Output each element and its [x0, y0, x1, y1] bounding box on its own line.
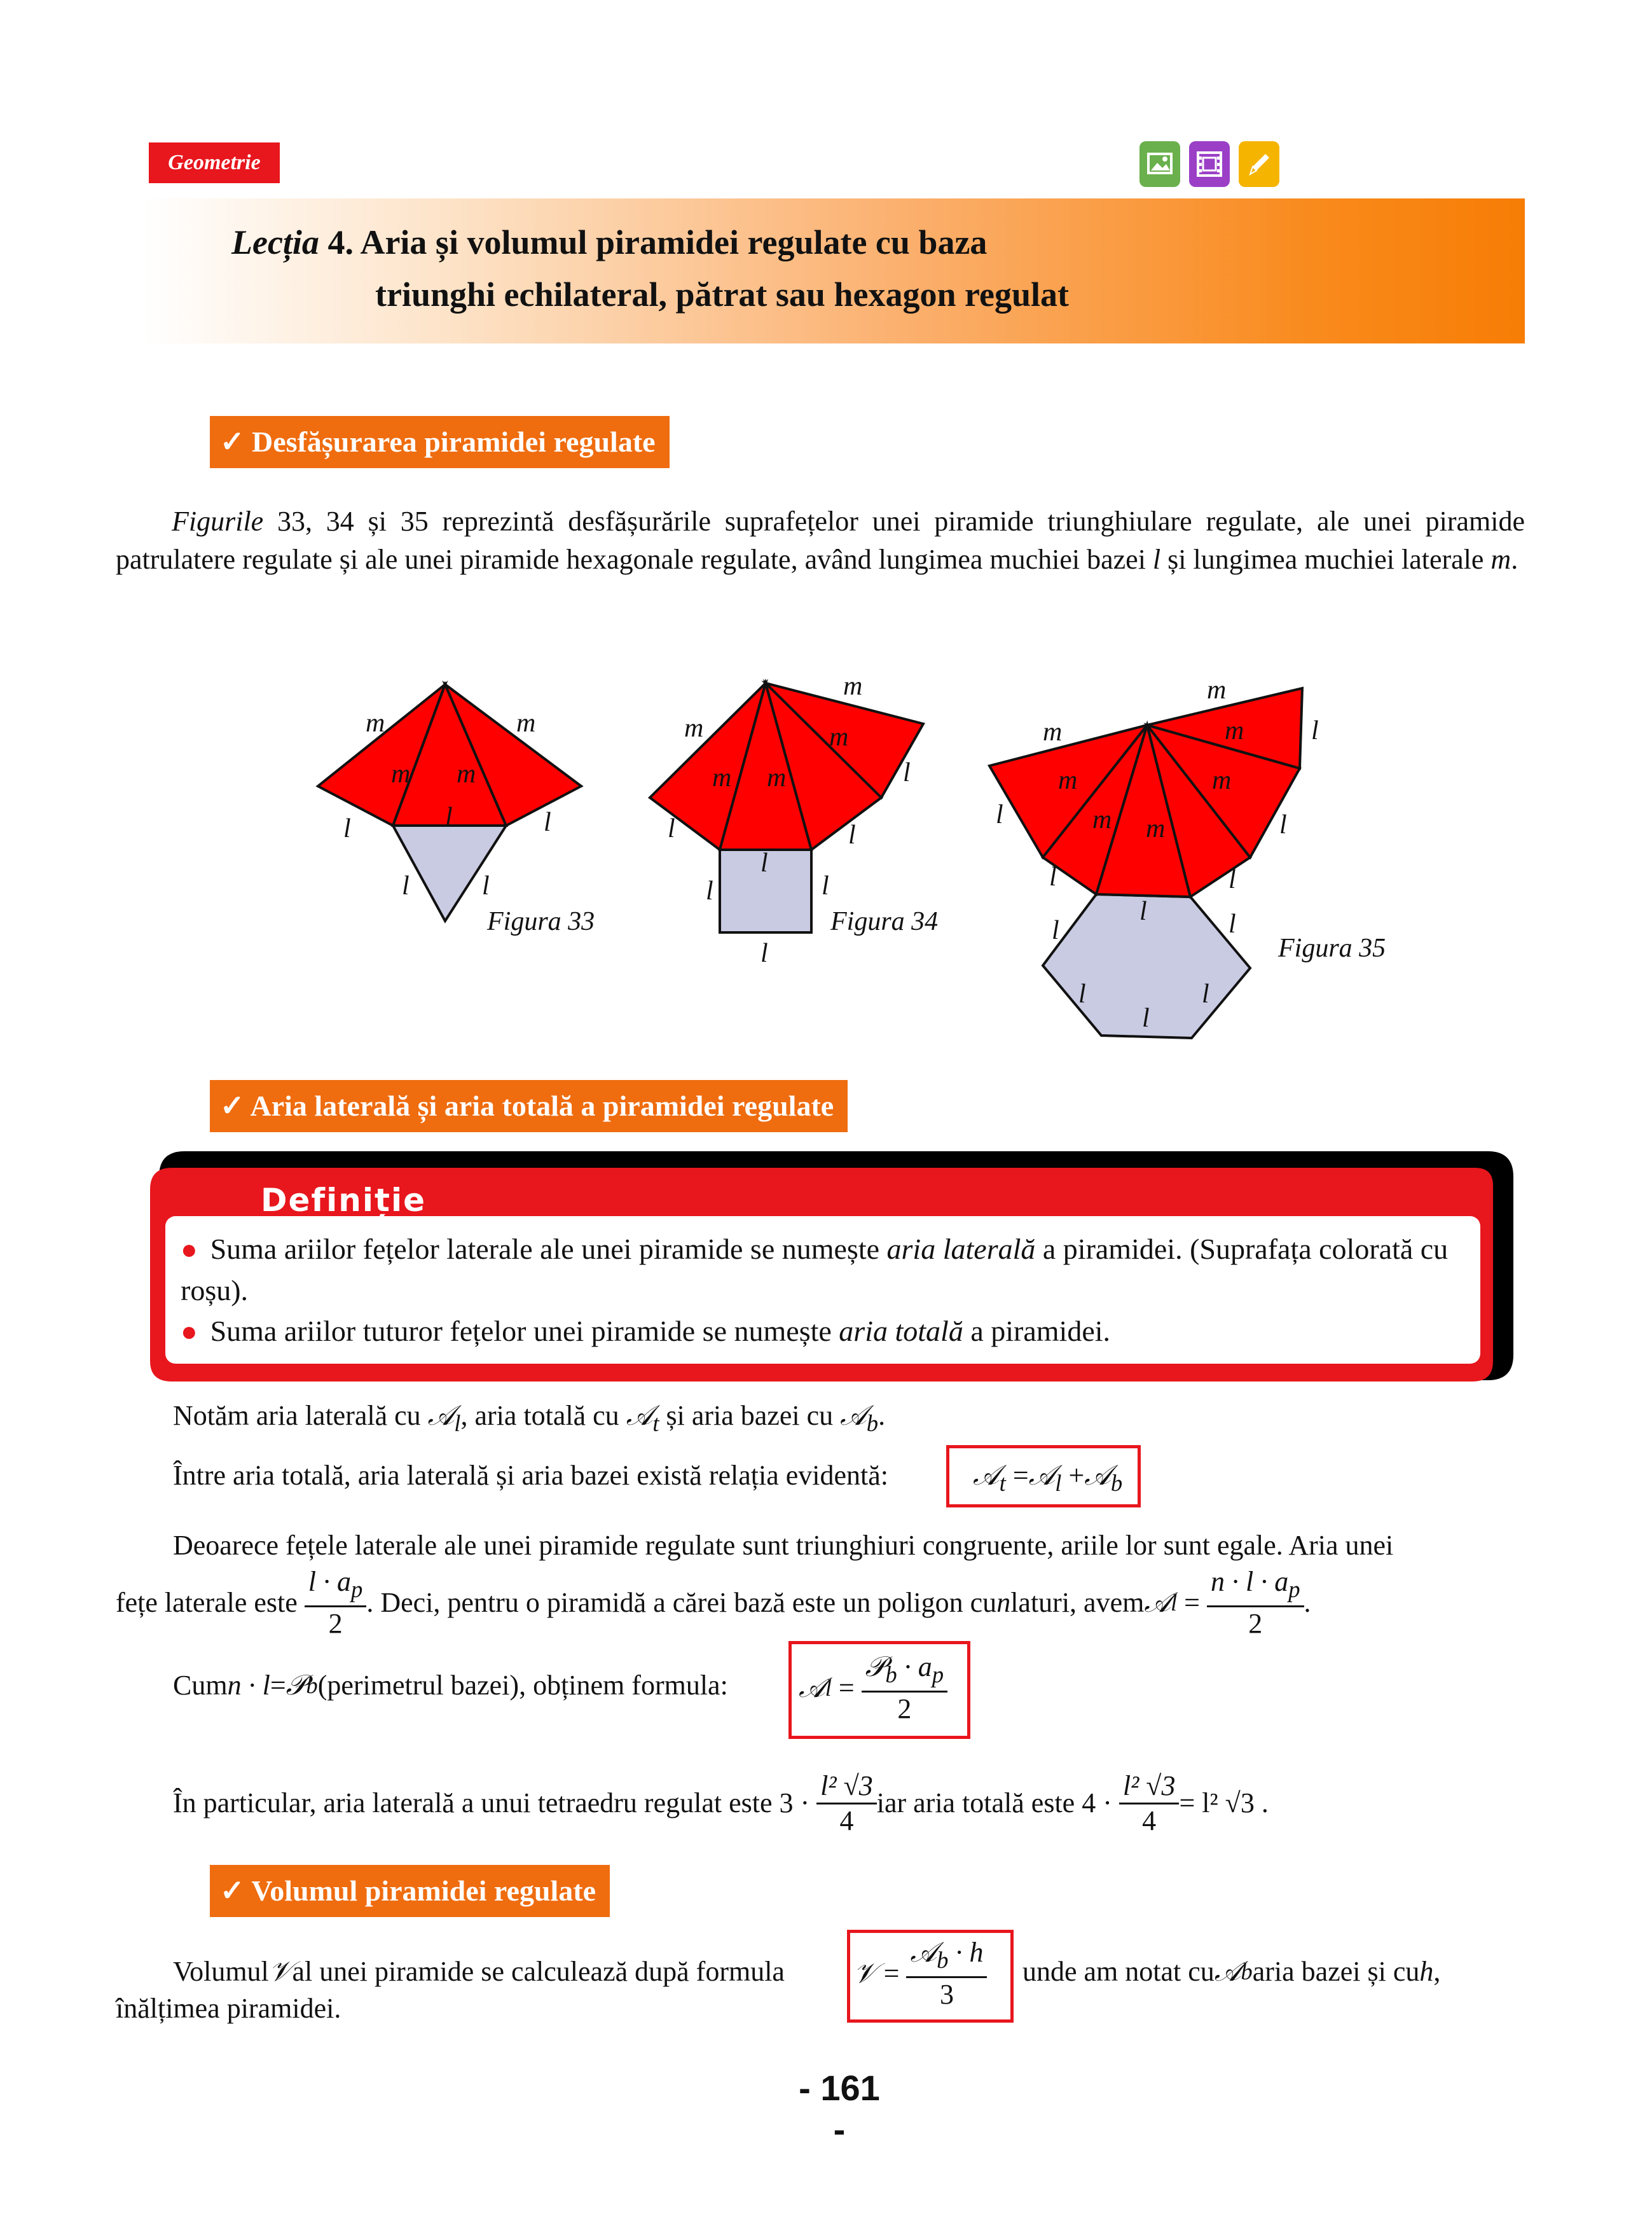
section-heading-areas: ✓ Aria laterală și aria totală a piramidei regulate: [210, 1080, 848, 1132]
fig34-label-m: m: [843, 672, 863, 701]
fig33-label-m: m: [457, 759, 476, 789]
relation-line: Între aria totală, aria laterală și aria bazei există relația evidentă:: [173, 1460, 889, 1491]
sub-p: p: [932, 1661, 944, 1687]
symbol-A: 𝒜: [1028, 1460, 1056, 1491]
frac-den: 3: [939, 1979, 954, 2011]
fig35-label-l: l: [1311, 716, 1319, 745]
fraction-lateral-area: [1207, 1565, 1304, 1641]
text-cum-3: =: [270, 1670, 286, 1701]
intro-paragraph: [116, 502, 1525, 579]
fig33-label-m: m: [366, 709, 385, 738]
frac-den: 4: [839, 1804, 854, 1836]
def-b1-b: a piramidei. (Suprafața colorată cu roșu).: [181, 1233, 1449, 1306]
equals: =: [1005, 1460, 1029, 1491]
intro-l: l: [1152, 544, 1161, 575]
section-heading-volume: ✓ Volumul piramidei regulate: [210, 1865, 610, 1917]
symbol-A: 𝒜: [799, 1672, 825, 1703]
fig35-label-l: l: [1139, 897, 1147, 926]
symbol-h: h: [1419, 1956, 1434, 1987]
fig35-label-l: l: [1078, 980, 1086, 1009]
text-cum-4: (perimetrul bazei), obținem formula:: [317, 1670, 728, 1701]
figure-33-net: [318, 684, 595, 936]
sub-t: t: [652, 1409, 659, 1436]
def-b1-em: aria laterală: [886, 1233, 1036, 1265]
fig34-label-m: m: [767, 763, 787, 793]
fig33-label-l: l: [402, 871, 410, 901]
fig34-label-m: m: [829, 723, 849, 752]
intro-text-2: și lungimea muchiei laterale: [1160, 544, 1491, 575]
text-cum-1: Cum: [173, 1670, 228, 1701]
figure-35-caption: Figura 35: [1278, 934, 1386, 963]
sub-b: b: [885, 1661, 897, 1687]
figure-33-caption: Figura 33: [487, 907, 595, 936]
fraction-perimeter-apothem: $\frac{𝒫_b \cdot a_p}{2}$: [862, 1651, 947, 1726]
fig33-label-l: l: [445, 803, 453, 832]
fig35-label-l: l: [996, 800, 1003, 829]
fraction-sqrt3-over-4: [1119, 1769, 1180, 1838]
text-in-part-1: În particular, aria laterală a unui tetraedru regulat este 3 ·: [173, 1787, 810, 1818]
frac1-num: l · a: [308, 1565, 352, 1597]
intro-figurile: Figurile: [172, 506, 264, 537]
symbol-A: 𝒜: [910, 1936, 937, 1968]
fig35-label-l: l: [1142, 1004, 1150, 1033]
symbol-V: 𝒱: [268, 1956, 293, 1987]
fig35-label-l: l: [1049, 862, 1057, 892]
def-b2-a: Suma ariilor tuturor fețelor unei piramide se numește: [210, 1315, 839, 1347]
definition-content: [181, 1229, 1478, 1352]
fig33-label-l: l: [482, 871, 490, 901]
pencil-icon[interactable]: [1239, 141, 1279, 187]
figure-35-net: [989, 675, 1386, 1038]
frac-den: 2: [897, 1693, 912, 1725]
definition-bullet-2: [181, 1311, 1478, 1352]
fig34-label-l: l: [706, 876, 713, 906]
fig35-label-m: m: [1146, 814, 1166, 843]
fig35-label-l: l: [1052, 916, 1059, 945]
fig35-label-l: l: [1229, 865, 1236, 894]
text-deci-2: laturi, avem: [1010, 1587, 1145, 1618]
film-icon[interactable]: [1189, 141, 1230, 187]
sub-l: l: [1055, 1469, 1062, 1496]
symbol-A: 𝒜: [840, 1400, 867, 1431]
text-vol-2: al unei piramide se calculează după formula: [292, 1956, 785, 1987]
symbol-P: 𝒫: [865, 1651, 886, 1682]
deoarece-line: Deoarece fețele laterale ale unei piramide regulate sunt triunghiuri congruente, ariile lor sunt egale. Aria unei: [173, 1530, 1394, 1561]
text-in-part-3: = l² √3 .: [1179, 1787, 1269, 1818]
fig35-label-l: l: [1202, 980, 1209, 1009]
text-vol-1: Volumul: [173, 1956, 269, 1987]
text-notam-4: .: [878, 1400, 886, 1431]
symbol-V: 𝒱: [853, 1958, 877, 1989]
symbol-A: 𝒜: [1144, 1587, 1171, 1618]
fig33-label-l: l: [343, 814, 351, 843]
volume-line-2: înălțimea piramidei.: [116, 1993, 341, 2024]
text-h: · h: [948, 1936, 984, 1968]
sub-t: t: [999, 1469, 1006, 1496]
fig33-label-m: m: [391, 759, 411, 789]
text-notam-1: Notăm aria laterală cu: [173, 1400, 428, 1431]
sub-b: b: [1241, 1958, 1253, 1984]
def-b2-em: aria totală: [839, 1315, 963, 1347]
subject-tag: Geometrie: [149, 142, 280, 183]
frac-den: 4: [1142, 1804, 1157, 1836]
sub-l: l: [1170, 1589, 1178, 1616]
symbol-A: 𝒜: [626, 1400, 653, 1431]
lesson-title-line-1: 4. Aria și volumul piramidei regulate cu baza: [327, 223, 988, 261]
image-icon[interactable]: [1139, 141, 1180, 187]
text-in-part-2: iar aria totală este 4 ·: [876, 1787, 1112, 1818]
text-vol-3: unde am notat cu: [1022, 1956, 1215, 1987]
fig33-label-l: l: [544, 808, 551, 837]
text-notam-2: , aria totală cu: [460, 1400, 626, 1431]
definition-title: Definiție: [261, 1182, 426, 1219]
notation-line: [173, 1397, 885, 1443]
fig35-label-l: l: [1279, 810, 1287, 840]
fig35-label-m: m: [1212, 766, 1232, 795]
fig35-label-m: m: [1207, 675, 1227, 705]
frac-num: l² √3: [1119, 1769, 1180, 1804]
frac-num: l² √3: [816, 1769, 877, 1804]
fig35-label-m: m: [1058, 766, 1078, 795]
sub-b: b: [937, 1946, 949, 1973]
bullet-icon: ●: [181, 1234, 198, 1265]
figure-34-net: [650, 672, 938, 968]
frac2-den: 2: [1248, 1608, 1263, 1640]
fig34-label-m: m: [712, 763, 732, 793]
sub-b: b: [1110, 1469, 1123, 1496]
fraction-sqrt3-over-4: [816, 1769, 877, 1838]
def-b2-b: a piramidei.: [963, 1315, 1111, 1347]
volume-line-end: [1022, 1946, 1440, 1997]
lateral-face-line: fețe laterale este $\frac{l \cdot a_p}{2}$ . Deci, pentru o piramidă a cărei bază este un poligon cu n laturi, avem 𝒜 l = $\frac{n \cdot l \cdot a_p}{2}$ .: [116, 1565, 1311, 1640]
fig34-label-l: l: [761, 848, 768, 878]
sub-l: l: [825, 1675, 832, 1701]
symbol-P: 𝒫: [286, 1670, 306, 1701]
fig34-label-l: l: [668, 814, 675, 843]
fig34-label-l: l: [761, 939, 768, 968]
intro-end: .: [1511, 544, 1518, 575]
fig34-label-l: l: [848, 821, 856, 850]
text-fete: fețe laterale este: [116, 1587, 298, 1618]
tetrahedron-line: [173, 1762, 1269, 1845]
bullet-icon: ●: [181, 1316, 198, 1347]
figure-34-caption: Figura 34: [830, 907, 939, 936]
lesson-word: Lecția: [231, 223, 319, 261]
symbol-A: 𝒜: [973, 1460, 1000, 1491]
text-vol-5: ,: [1433, 1956, 1441, 1987]
text-vol-4: aria bazei și cu: [1252, 1956, 1420, 1987]
section-heading-unfolding: ✓ Desfășurarea piramidei regulate: [210, 416, 670, 468]
fig35-label-l: l: [1229, 910, 1236, 939]
fig34-label-m: m: [684, 714, 704, 743]
fraction-face-area: [305, 1565, 367, 1641]
sub-p: p: [1288, 1575, 1300, 1602]
symbol-A: 𝒜: [1214, 1956, 1241, 1987]
text-notam-3: și aria bazei cu: [659, 1400, 841, 1431]
lesson-title-line-2: triunghi echilateral, pătrat sau hexagon regulat: [375, 275, 1069, 314]
formula-lateral-area: 𝒜 l = $\frac{𝒫_b \cdot a_p}{2}$: [799, 1644, 947, 1733]
formula-volume: 𝒱 = $\frac{𝒜_b \cdot h}{3}$: [853, 1931, 987, 2016]
sub-b: b: [866, 1409, 879, 1436]
fig34-label-l: l: [903, 758, 911, 787]
sub-l: l: [454, 1409, 461, 1436]
fig35-label-m: m: [1092, 805, 1112, 834]
formula-total-area: [973, 1457, 1122, 1502]
perimeter-line: [173, 1647, 728, 1724]
fig33-label-m: m: [516, 709, 536, 738]
fig35-label-m: m: [1225, 716, 1244, 745]
symbol-A: 𝒜: [427, 1400, 455, 1431]
page-number: - 161 -: [799, 2068, 880, 2149]
fig35-label-m: m: [1043, 717, 1063, 747]
intro-m: m: [1490, 544, 1511, 575]
text-deci-1: . Deci, pentru o piramidă a cărei bază este un poligon cu: [366, 1587, 997, 1618]
intro-text-1: 33, 34 și 35 reprezintă desfășurările suprafețelor unei piramide triunghiulare regulate, ale unei piramide patrulatere regulate și ale unei piramide hexagonale regulate, având lungimea muchiei bazei: [116, 506, 1525, 575]
frac2-num: n · l · a: [1210, 1565, 1289, 1597]
plus: +: [1061, 1460, 1085, 1491]
sub-p: p: [351, 1575, 363, 1602]
pyramid-nets-figures: [0, 636, 1652, 1069]
def-b1-a: Suma ariilor fețelor laterale ale unei piramide se numește: [210, 1233, 887, 1265]
definition-bullet-1: [181, 1229, 1478, 1311]
sub-b: b: [306, 1672, 318, 1698]
lesson-title: [231, 216, 1069, 321]
frac1-den: 2: [328, 1608, 343, 1640]
fraction-volume: [906, 1936, 987, 2012]
fig34-label-l: l: [822, 871, 829, 901]
text-cum-2: n · l: [227, 1670, 270, 1701]
symbol-A: 𝒜: [1084, 1460, 1111, 1491]
symbol-n: n: [996, 1587, 1011, 1618]
